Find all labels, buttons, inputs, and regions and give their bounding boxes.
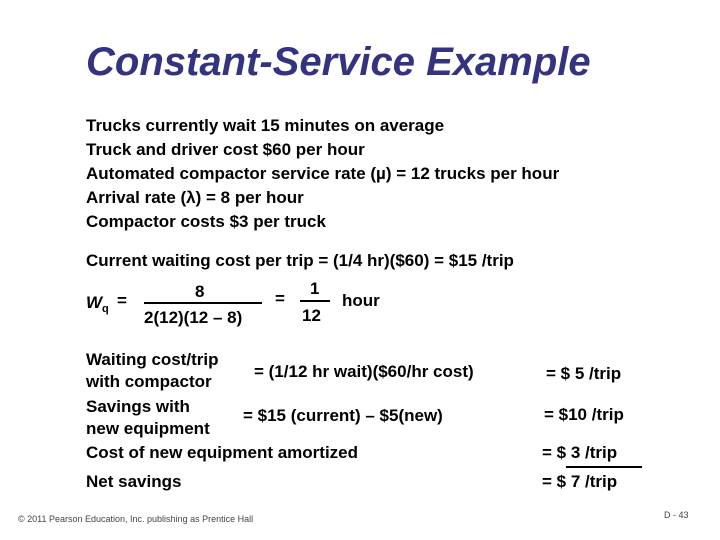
waiting-cost-label-line2: with compactor bbox=[86, 372, 212, 391]
slide-title: Constant-Service Example bbox=[86, 40, 591, 84]
savings-label-line1: Savings with bbox=[86, 397, 190, 416]
formula-equals-2: = bbox=[275, 289, 285, 308]
savings-result: = $10 /trip bbox=[544, 405, 624, 424]
fact-service-rate: Automated compactor service rate (µ) = 12 trucks per hour bbox=[86, 164, 560, 183]
formula-fraction-1-bar bbox=[144, 302, 262, 304]
formula-var: W bbox=[86, 293, 103, 312]
fact-compactor-cost: Compactor costs $3 per truck bbox=[86, 212, 326, 231]
formula-fraction-1-denominator: 2(12)(12 – 8) bbox=[144, 308, 243, 327]
formula-fraction-2-numerator: 1 bbox=[310, 279, 320, 298]
savings-label-line2: new equipment bbox=[86, 419, 210, 438]
copyright-footer: © 2011 Pearson Education, Inc. publishing as Prentice Hall bbox=[18, 514, 254, 524]
page-number: D - 43 bbox=[664, 510, 689, 520]
current-waiting-cost: Current waiting cost per trip = (1/4 hr)($60) = $15 /trip bbox=[86, 251, 514, 270]
waiting-cost-label-line1: Waiting cost/trip bbox=[86, 350, 219, 369]
formula-lhs bbox=[86, 293, 109, 313]
fact-truck-cost: Truck and driver cost $60 per hour bbox=[86, 140, 365, 159]
equipment-cost-result: = $ 3 /trip bbox=[542, 443, 618, 462]
formula-subscript: q bbox=[102, 303, 109, 315]
waiting-cost-expression: = (1/12 hr wait)($60/hr cost) bbox=[254, 362, 474, 381]
formula-unit: hour bbox=[342, 291, 380, 310]
fact-arrival-rate: Arrival rate (λ) = 8 per hour bbox=[86, 188, 304, 207]
savings-expression: = $15 (current) – $5(new) bbox=[243, 406, 443, 425]
sum-underline bbox=[566, 466, 642, 468]
formula-equals-1: = bbox=[117, 291, 127, 310]
formula-fraction-1-numerator: 8 bbox=[195, 282, 205, 301]
fact-wait-time: Trucks currently wait 15 minutes on average bbox=[86, 116, 445, 135]
formula-fraction-2-denominator: 12 bbox=[302, 306, 321, 325]
formula-fraction-2-bar bbox=[300, 300, 330, 302]
net-savings-label: Net savings bbox=[86, 472, 182, 491]
waiting-cost-result: = $ 5 /trip bbox=[546, 364, 622, 383]
net-savings-result: = $ 7 /trip bbox=[542, 472, 618, 491]
equipment-cost-label: Cost of new equipment amortized bbox=[86, 443, 359, 462]
